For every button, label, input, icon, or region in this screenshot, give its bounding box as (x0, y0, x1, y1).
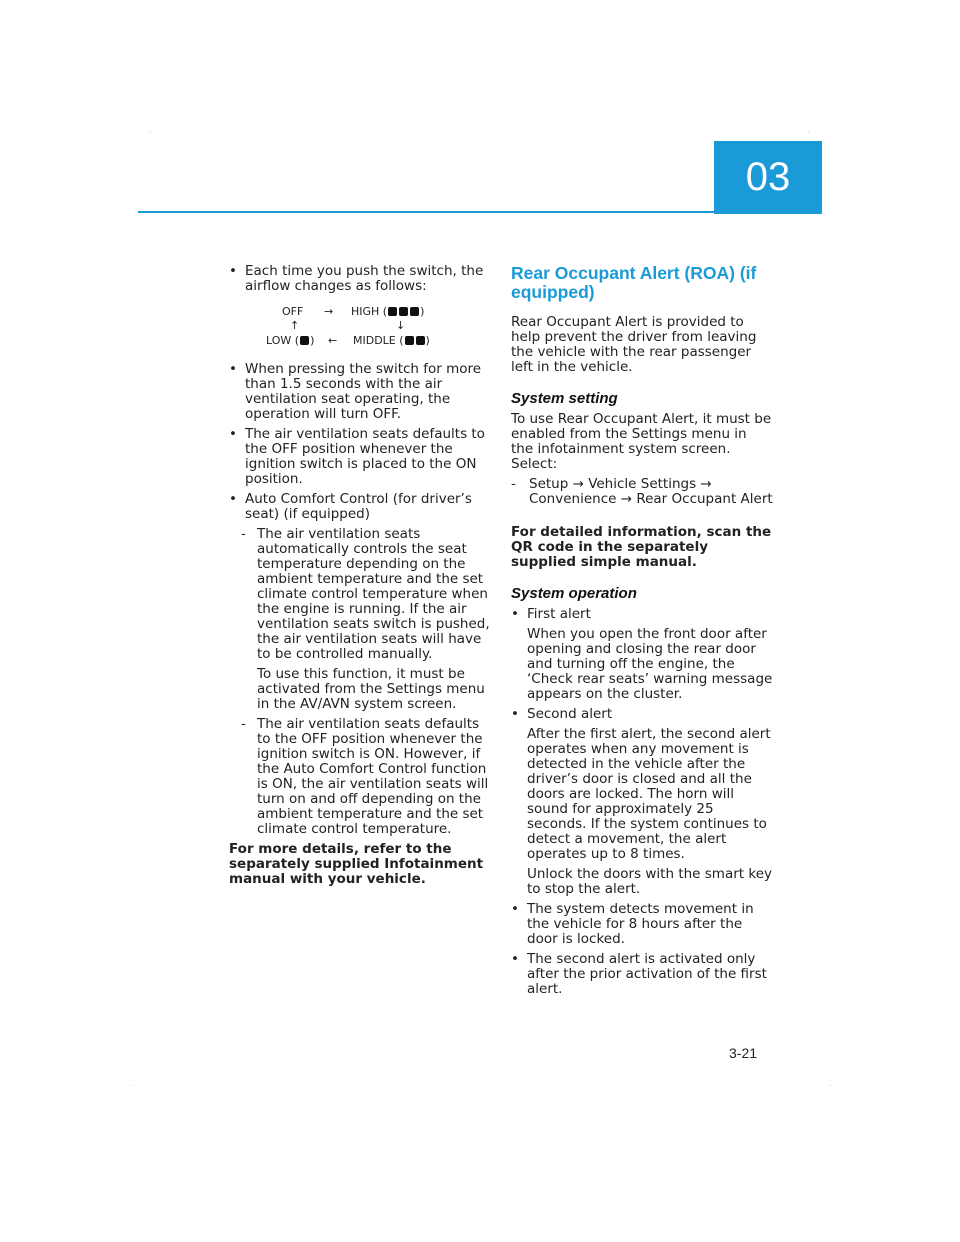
first-alert-text: When you open the front door after opening and closing the rear door and turning off the engine, the ‘Check rear seats’ warning message appears on the cluster. (527, 626, 773, 702)
setting-path-text: Setup → Vehicle Settings → Convenience → Rear Occupant Alert (529, 476, 773, 507)
high-label: HIGH ( (351, 305, 388, 318)
crop-mark (150, 131, 151, 132)
crop-mark (830, 1085, 831, 1086)
arrow-up: ↑ (290, 319, 300, 332)
page-number: 3-21 (729, 1045, 758, 1061)
bullet-second-alert: • Second alert (511, 707, 773, 722)
low-label: LOW ( (266, 334, 300, 347)
dash-mark: - (241, 526, 246, 542)
bullet-long-press: • When pressing the switch for more than 1.5 seconds with the air ventilation seat operating, the operation will turn OFF. (229, 362, 491, 422)
dash-mark: - (241, 716, 246, 732)
system-operation-title: System operation (511, 585, 637, 602)
unlock-text: Unlock the doors with the smart key to stop the alert. (527, 866, 772, 897)
arrow-right: → (324, 305, 334, 318)
diagram-low (266, 333, 314, 348)
second-alert-text: After the first alert, the second alert operates when any movement is detected in the vehicle after the driver’s door is closed and all the doors are locked. The horn will sound for approximately 25 seconds. If the system continues to detect a movement, the alert operates up to 8 times. (527, 726, 771, 862)
qr-note: For detailed information, scan the QR code in the separately supplied simple manual. (511, 524, 772, 570)
vent-level-icon (388, 307, 397, 316)
bullet-airflow: • Each time you push the switch, the airflow changes as follows: (229, 264, 491, 294)
bullet-default-off: • The air ventilation seats defaults to the OFF position whenever the ignition switch is placed to the ON position. (229, 427, 491, 487)
dash-mark: - (511, 476, 516, 492)
dash-text: The air ventilation seats automatically controls the seat temperature depending on the ambient temperature and the set climate control temperature when the engine is running. If the air ventilation seats switch is pushed, the air ventilation seats will have to be controlled manually. (257, 526, 490, 662)
dash-default-off (229, 717, 491, 837)
vent-level-icon (399, 307, 408, 316)
bullet-detect-8-hours: • The system detects movement in the vehicle for 8 hours after the door is locked. (511, 902, 773, 947)
bullet-prior-activation: • The second alert is activated only after the prior activation of the first alert. (511, 952, 773, 997)
diagram-off: OFF (282, 305, 304, 318)
arrow-down: ↓ (396, 319, 406, 332)
bullet-auto-comfort: • Auto Comfort Control (for driver’s seat) (if equipped) (229, 492, 491, 522)
diagram-middle (353, 333, 430, 348)
diagram-high (351, 304, 424, 319)
middle-label: MIDDLE ( (353, 334, 404, 347)
bullet-first-alert: • First alert (511, 607, 773, 622)
chapter-number: 03 (745, 155, 791, 199)
close-paren: ) (425, 334, 430, 347)
settings-activation-text: To use this function, it must be activated from the Settings menu in the AV/AVN system screen. (257, 666, 485, 712)
vent-level-icon (410, 307, 419, 316)
vent-level-icon (405, 336, 414, 345)
setting-path (511, 477, 773, 507)
header-rule (138, 211, 714, 213)
left-column (229, 264, 491, 892)
crop-mark (130, 1085, 131, 1086)
airflow-diagram (229, 304, 491, 354)
arrow-left: ← (328, 334, 338, 347)
vent-level-icon (416, 336, 425, 345)
close-paren: ) (420, 305, 425, 318)
infotainment-note: For more details, refer to the separately supplied Infotainment manual with your vehicle. (229, 841, 484, 887)
section-title: Rear Occupant Alert (ROA) (if equipped) (511, 263, 757, 302)
dash-auto-control (229, 527, 491, 662)
system-setting-title: System setting (511, 390, 618, 407)
close-paren: ) (310, 334, 315, 347)
vent-level-icon (300, 336, 309, 345)
dash-text: The air ventilation seats defaults to the OFF position whenever the ignition switch is ON. However, if the Auto Comfort Control function is ON, the air ventilation seats will turn on and off depending on the ambient temperature and the set climate control temperature. (257, 716, 489, 837)
intro-text: Rear Occupant Alert is provided to help prevent the driver from leaving the vehicle with the rear passenger left in the vehicle. (511, 314, 757, 375)
chapter-tab (714, 141, 822, 214)
setting-text: To use Rear Occupant Alert, it must be enabled from the Settings menu in the infotainment system screen. Select: (511, 411, 772, 472)
crop-mark (808, 131, 809, 132)
right-column (511, 264, 773, 1002)
